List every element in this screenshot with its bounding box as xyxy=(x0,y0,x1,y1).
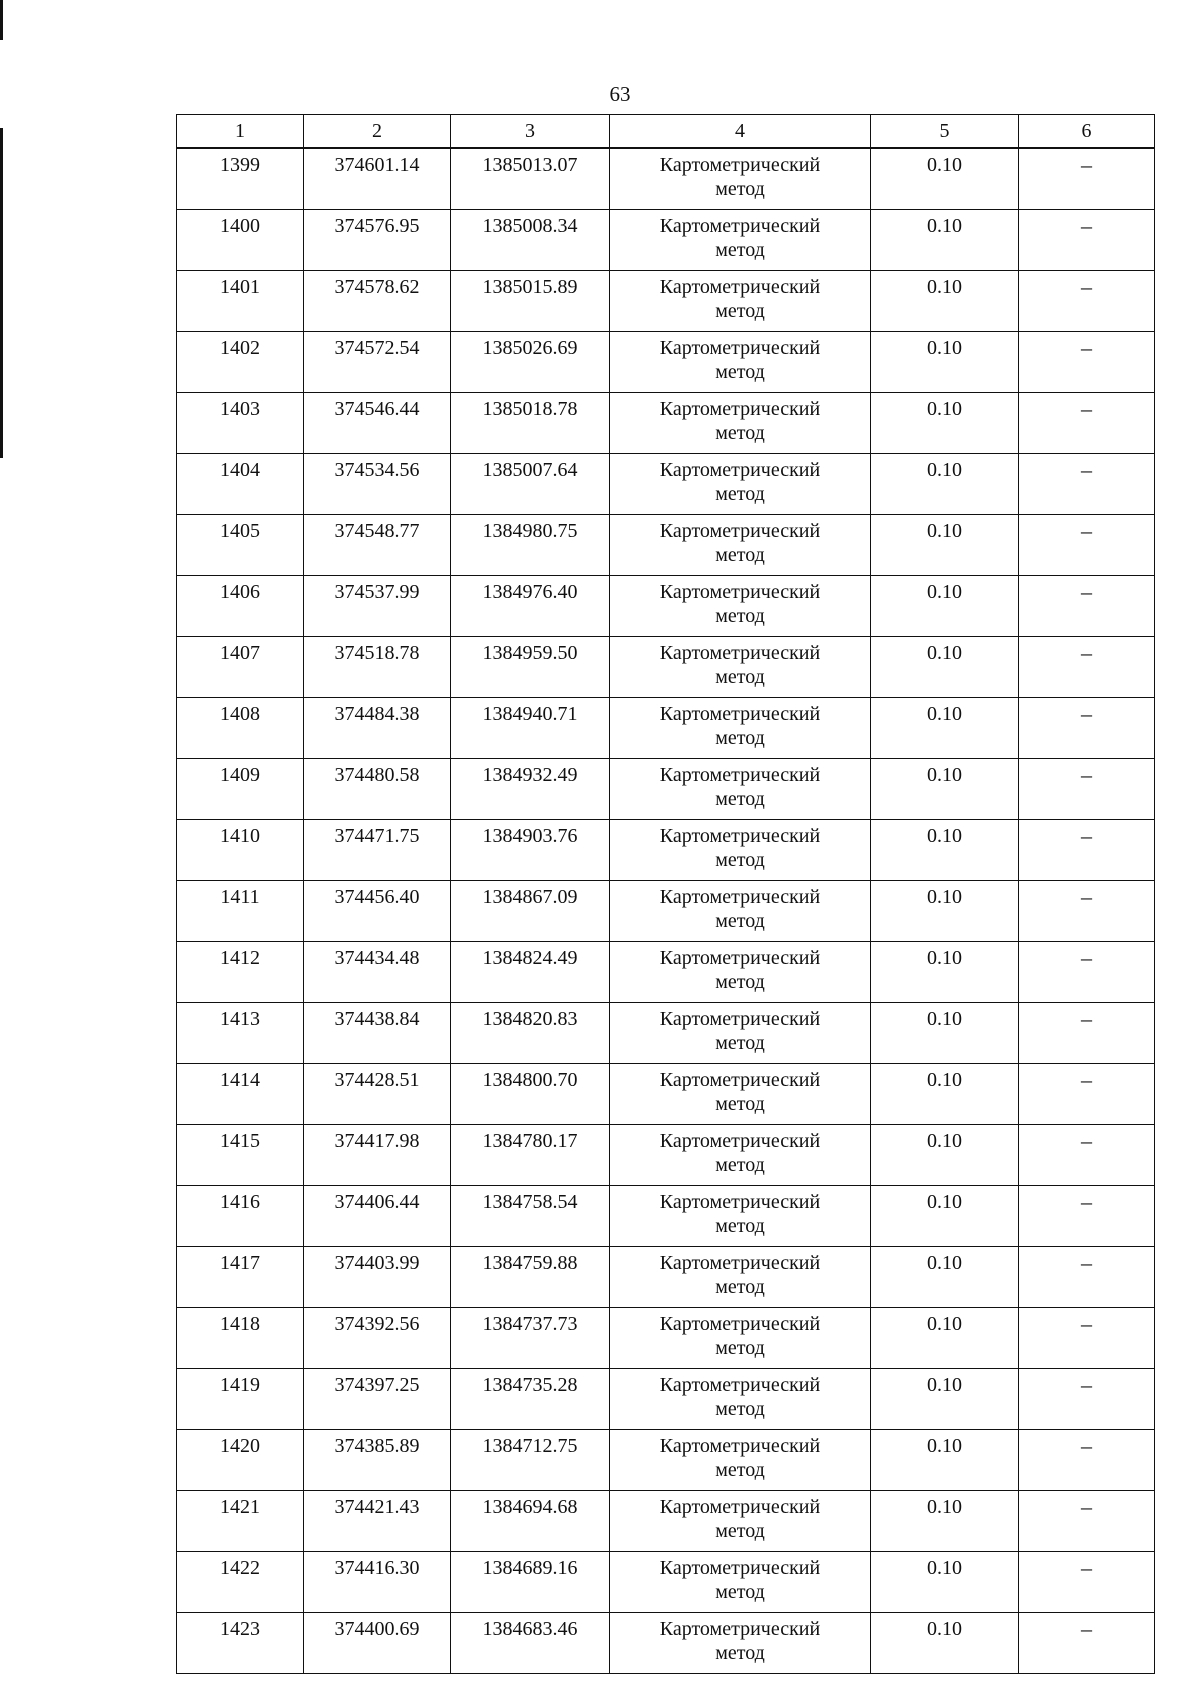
x-coordinate-cell: 374471.75 xyxy=(304,820,451,881)
accuracy-cell: 0.10 xyxy=(871,1186,1019,1247)
method-line-1: Картометрический xyxy=(659,1435,821,1457)
point-number-cell: 1408 xyxy=(177,698,304,759)
column-header-x: 2 xyxy=(304,115,451,149)
table-row xyxy=(177,1064,1155,1125)
table-row xyxy=(177,759,1155,820)
y-coordinate-cell: 1384737.73 xyxy=(451,1308,610,1369)
method-line-1: Картометрический xyxy=(659,1130,821,1152)
note-cell: – xyxy=(1019,1430,1155,1491)
method-cell xyxy=(610,698,871,759)
method-line-2: метод xyxy=(715,971,765,993)
table-row xyxy=(177,1125,1155,1186)
accuracy-cell: 0.10 xyxy=(871,1125,1019,1186)
y-coordinate-cell: 1384694.68 xyxy=(451,1491,610,1552)
accuracy-cell: 0.10 xyxy=(871,820,1019,881)
method-line-1: Картометрический xyxy=(659,1191,821,1213)
method-line-1: Картометрический xyxy=(659,581,821,603)
accuracy-cell: 0.10 xyxy=(871,1430,1019,1491)
method-cell xyxy=(610,881,871,942)
column-header-accuracy: 5 xyxy=(871,115,1019,149)
note-cell: – xyxy=(1019,1247,1155,1308)
accuracy-cell: 0.10 xyxy=(871,1247,1019,1308)
x-coordinate-cell: 374400.69 xyxy=(304,1613,451,1674)
method-line-2: метод xyxy=(715,727,765,749)
note-cell: – xyxy=(1019,1186,1155,1247)
note-cell: – xyxy=(1019,271,1155,332)
method-line-1: Картометрический xyxy=(659,1618,821,1640)
y-coordinate-cell: 1384959.50 xyxy=(451,637,610,698)
note-cell: – xyxy=(1019,332,1155,393)
method-cell xyxy=(610,759,871,820)
method-cell xyxy=(610,1186,871,1247)
method-line-2: метод xyxy=(715,1337,765,1359)
method-line-1: Картометрический xyxy=(659,1374,821,1396)
point-number-cell: 1406 xyxy=(177,576,304,637)
method-line-1: Картометрический xyxy=(659,520,821,542)
method-cell xyxy=(610,1552,871,1613)
point-number-cell: 1419 xyxy=(177,1369,304,1430)
x-coordinate-cell: 374406.44 xyxy=(304,1186,451,1247)
point-number-cell: 1402 xyxy=(177,332,304,393)
method-line-2: метод xyxy=(715,178,765,200)
point-number-cell: 1421 xyxy=(177,1491,304,1552)
note-cell: – xyxy=(1019,576,1155,637)
y-coordinate-cell: 1384867.09 xyxy=(451,881,610,942)
accuracy-cell: 0.10 xyxy=(871,332,1019,393)
point-number-cell: 1401 xyxy=(177,271,304,332)
accuracy-cell: 0.10 xyxy=(871,881,1019,942)
method-cell xyxy=(610,1613,871,1674)
page-number: 63 xyxy=(609,82,631,106)
point-number-cell: 1420 xyxy=(177,1430,304,1491)
accuracy-cell: 0.10 xyxy=(871,1064,1019,1125)
y-coordinate-cell: 1385008.34 xyxy=(451,210,610,271)
accuracy-cell: 0.10 xyxy=(871,148,1019,210)
point-number-cell: 1415 xyxy=(177,1125,304,1186)
method-line-2: метод xyxy=(715,1215,765,1237)
method-cell xyxy=(610,393,871,454)
note-cell: – xyxy=(1019,1491,1155,1552)
x-coordinate-cell: 374392.56 xyxy=(304,1308,451,1369)
point-number-cell: 1418 xyxy=(177,1308,304,1369)
note-cell: – xyxy=(1019,1125,1155,1186)
point-number-cell: 1409 xyxy=(177,759,304,820)
table-row xyxy=(177,271,1155,332)
y-coordinate-cell: 1384735.28 xyxy=(451,1369,610,1430)
y-coordinate-cell: 1384759.88 xyxy=(451,1247,610,1308)
x-coordinate-cell: 374417.98 xyxy=(304,1125,451,1186)
method-line-1: Картометрический xyxy=(659,459,821,481)
method-line-1: Картометрический xyxy=(659,337,821,359)
method-line-1: Картометрический xyxy=(659,642,821,664)
x-coordinate-cell: 374385.89 xyxy=(304,1430,451,1491)
method-line-1: Картометрический xyxy=(659,886,821,908)
note-cell: – xyxy=(1019,1064,1155,1125)
y-coordinate-cell: 1385015.89 xyxy=(451,271,610,332)
x-coordinate-cell: 374480.58 xyxy=(304,759,451,820)
y-coordinate-cell: 1385018.78 xyxy=(451,393,610,454)
accuracy-cell: 0.10 xyxy=(871,1369,1019,1430)
method-line-2: метод xyxy=(715,544,765,566)
method-cell xyxy=(610,1491,871,1552)
y-coordinate-cell: 1385007.64 xyxy=(451,454,610,515)
method-line-2: метод xyxy=(715,1581,765,1603)
x-coordinate-cell: 374434.48 xyxy=(304,942,451,1003)
note-cell: – xyxy=(1019,515,1155,576)
method-line-1: Картометрический xyxy=(659,825,821,847)
method-cell xyxy=(610,1003,871,1064)
table-row xyxy=(177,332,1155,393)
table-row xyxy=(177,515,1155,576)
method-line-1: Картометрический xyxy=(659,398,821,420)
method-cell xyxy=(610,454,871,515)
method-line-2: метод xyxy=(715,1093,765,1115)
x-coordinate-cell: 374576.95 xyxy=(304,210,451,271)
note-cell: – xyxy=(1019,148,1155,210)
accuracy-cell: 0.10 xyxy=(871,759,1019,820)
y-coordinate-cell: 1384683.46 xyxy=(451,1613,610,1674)
note-cell: – xyxy=(1019,1003,1155,1064)
method-line-2: метод xyxy=(715,1642,765,1664)
note-cell: – xyxy=(1019,393,1155,454)
accuracy-cell: 0.10 xyxy=(871,515,1019,576)
method-cell xyxy=(610,942,871,1003)
table-row xyxy=(177,820,1155,881)
point-number-cell: 1422 xyxy=(177,1552,304,1613)
method-line-1: Картометрический xyxy=(659,1008,821,1030)
method-cell xyxy=(610,576,871,637)
table-row xyxy=(177,698,1155,759)
method-line-1: Картометрический xyxy=(659,215,821,237)
point-number-cell: 1411 xyxy=(177,881,304,942)
method-line-1: Картометрический xyxy=(659,1252,821,1274)
method-cell xyxy=(610,515,871,576)
accuracy-cell: 0.10 xyxy=(871,1552,1019,1613)
accuracy-cell: 0.10 xyxy=(871,576,1019,637)
note-cell: – xyxy=(1019,881,1155,942)
accuracy-cell: 0.10 xyxy=(871,271,1019,332)
column-header-method: 4 xyxy=(610,115,871,149)
y-coordinate-cell: 1384820.83 xyxy=(451,1003,610,1064)
x-coordinate-cell: 374578.62 xyxy=(304,271,451,332)
point-number-cell: 1423 xyxy=(177,1613,304,1674)
table-row xyxy=(177,881,1155,942)
scan-edge-mark xyxy=(0,128,3,458)
point-number-cell: 1413 xyxy=(177,1003,304,1064)
method-line-2: метод xyxy=(715,422,765,444)
accuracy-cell: 0.10 xyxy=(871,942,1019,1003)
table-row xyxy=(177,1491,1155,1552)
point-number-cell: 1399 xyxy=(177,148,304,210)
method-line-2: метод xyxy=(715,788,765,810)
method-line-1: Картометрический xyxy=(659,1313,821,1335)
y-coordinate-cell: 1384824.49 xyxy=(451,942,610,1003)
method-line-2: метод xyxy=(715,849,765,871)
method-line-1: Картометрический xyxy=(659,1069,821,1091)
method-cell xyxy=(610,1247,871,1308)
point-number-cell: 1405 xyxy=(177,515,304,576)
accuracy-cell: 0.10 xyxy=(871,454,1019,515)
y-coordinate-cell: 1384800.70 xyxy=(451,1064,610,1125)
note-cell: – xyxy=(1019,1552,1155,1613)
point-number-cell: 1412 xyxy=(177,942,304,1003)
method-line-2: метод xyxy=(715,239,765,261)
x-coordinate-cell: 374572.54 xyxy=(304,332,451,393)
point-number-cell: 1404 xyxy=(177,454,304,515)
x-coordinate-cell: 374438.84 xyxy=(304,1003,451,1064)
note-cell: – xyxy=(1019,210,1155,271)
table-row xyxy=(177,1613,1155,1674)
method-line-2: метод xyxy=(715,910,765,932)
method-line-2: метод xyxy=(715,361,765,383)
method-line-1: Картометрический xyxy=(659,947,821,969)
y-coordinate-cell: 1384980.75 xyxy=(451,515,610,576)
accuracy-cell: 0.10 xyxy=(871,1003,1019,1064)
point-number-cell: 1414 xyxy=(177,1064,304,1125)
table-row xyxy=(177,393,1155,454)
point-number-cell: 1403 xyxy=(177,393,304,454)
method-line-1: Картометрический xyxy=(659,1496,821,1518)
x-coordinate-cell: 374548.77 xyxy=(304,515,451,576)
accuracy-cell: 0.10 xyxy=(871,210,1019,271)
y-coordinate-cell: 1384689.16 xyxy=(451,1552,610,1613)
accuracy-cell: 0.10 xyxy=(871,1491,1019,1552)
method-line-1: Картометрический xyxy=(659,703,821,725)
y-coordinate-cell: 1384758.54 xyxy=(451,1186,610,1247)
method-line-1: Картометрический xyxy=(659,154,821,176)
method-cell xyxy=(610,210,871,271)
method-line-2: метод xyxy=(715,483,765,505)
note-cell: – xyxy=(1019,1613,1155,1674)
x-coordinate-cell: 374421.43 xyxy=(304,1491,451,1552)
method-line-1: Картометрический xyxy=(659,764,821,786)
method-cell xyxy=(610,1125,871,1186)
note-cell: – xyxy=(1019,820,1155,881)
method-cell xyxy=(610,1369,871,1430)
point-number-cell: 1400 xyxy=(177,210,304,271)
column-header-y: 3 xyxy=(451,115,610,149)
method-line-2: метод xyxy=(715,1154,765,1176)
table-row xyxy=(177,148,1155,210)
scan-edge-mark xyxy=(0,0,3,40)
table-row xyxy=(177,1369,1155,1430)
y-coordinate-cell: 1384712.75 xyxy=(451,1430,610,1491)
x-coordinate-cell: 374416.30 xyxy=(304,1552,451,1613)
note-cell: – xyxy=(1019,942,1155,1003)
method-line-2: метод xyxy=(715,1398,765,1420)
method-cell xyxy=(610,1064,871,1125)
table-row xyxy=(177,454,1155,515)
x-coordinate-cell: 374456.40 xyxy=(304,881,451,942)
note-cell: – xyxy=(1019,1369,1155,1430)
x-coordinate-cell: 374534.56 xyxy=(304,454,451,515)
note-cell: – xyxy=(1019,1308,1155,1369)
note-cell: – xyxy=(1019,759,1155,820)
note-cell: – xyxy=(1019,698,1155,759)
y-coordinate-cell: 1384976.40 xyxy=(451,576,610,637)
method-cell xyxy=(610,332,871,393)
table-row xyxy=(177,1430,1155,1491)
table-row xyxy=(177,576,1155,637)
method-line-2: метод xyxy=(715,1276,765,1298)
table-row xyxy=(177,637,1155,698)
x-coordinate-cell: 374397.25 xyxy=(304,1369,451,1430)
y-coordinate-cell: 1384932.49 xyxy=(451,759,610,820)
accuracy-cell: 0.10 xyxy=(871,1308,1019,1369)
y-coordinate-cell: 1385013.07 xyxy=(451,148,610,210)
table-row xyxy=(177,1003,1155,1064)
table-row xyxy=(177,1308,1155,1369)
column-header-note: 6 xyxy=(1019,115,1155,149)
x-coordinate-cell: 374518.78 xyxy=(304,637,451,698)
method-line-2: метод xyxy=(715,1459,765,1481)
x-coordinate-cell: 374601.14 xyxy=(304,148,451,210)
method-line-2: метод xyxy=(715,300,765,322)
method-cell xyxy=(610,1430,871,1491)
x-coordinate-cell: 374428.51 xyxy=(304,1064,451,1125)
accuracy-cell: 0.10 xyxy=(871,637,1019,698)
table-row xyxy=(177,942,1155,1003)
x-coordinate-cell: 374484.38 xyxy=(304,698,451,759)
x-coordinate-cell: 374403.99 xyxy=(304,1247,451,1308)
method-line-1: Картометрический xyxy=(659,1557,821,1579)
x-coordinate-cell: 374537.99 xyxy=(304,576,451,637)
point-number-cell: 1416 xyxy=(177,1186,304,1247)
accuracy-cell: 0.10 xyxy=(871,393,1019,454)
method-line-2: метод xyxy=(715,605,765,627)
method-line-2: метод xyxy=(715,1520,765,1542)
table-row xyxy=(177,1186,1155,1247)
method-cell xyxy=(610,820,871,881)
note-cell: – xyxy=(1019,637,1155,698)
point-number-cell: 1417 xyxy=(177,1247,304,1308)
method-cell xyxy=(610,637,871,698)
note-cell: – xyxy=(1019,454,1155,515)
method-line-1: Картометрический xyxy=(659,276,821,298)
coordinates-table xyxy=(176,114,1155,1674)
table-row xyxy=(177,1552,1155,1613)
y-coordinate-cell: 1384903.76 xyxy=(451,820,610,881)
y-coordinate-cell: 1385026.69 xyxy=(451,332,610,393)
method-line-2: метод xyxy=(715,666,765,688)
y-coordinate-cell: 1384940.71 xyxy=(451,698,610,759)
column-header-point-number: 1 xyxy=(177,115,304,149)
method-cell xyxy=(610,148,871,210)
table-body xyxy=(177,148,1155,1674)
accuracy-cell: 0.10 xyxy=(871,698,1019,759)
method-line-2: метод xyxy=(715,1032,765,1054)
table-header-row xyxy=(177,115,1155,149)
method-cell xyxy=(610,271,871,332)
x-coordinate-cell: 374546.44 xyxy=(304,393,451,454)
table-row xyxy=(177,210,1155,271)
y-coordinate-cell: 1384780.17 xyxy=(451,1125,610,1186)
accuracy-cell: 0.10 xyxy=(871,1613,1019,1674)
point-number-cell: 1410 xyxy=(177,820,304,881)
table-row xyxy=(177,1247,1155,1308)
point-number-cell: 1407 xyxy=(177,637,304,698)
method-cell xyxy=(610,1308,871,1369)
